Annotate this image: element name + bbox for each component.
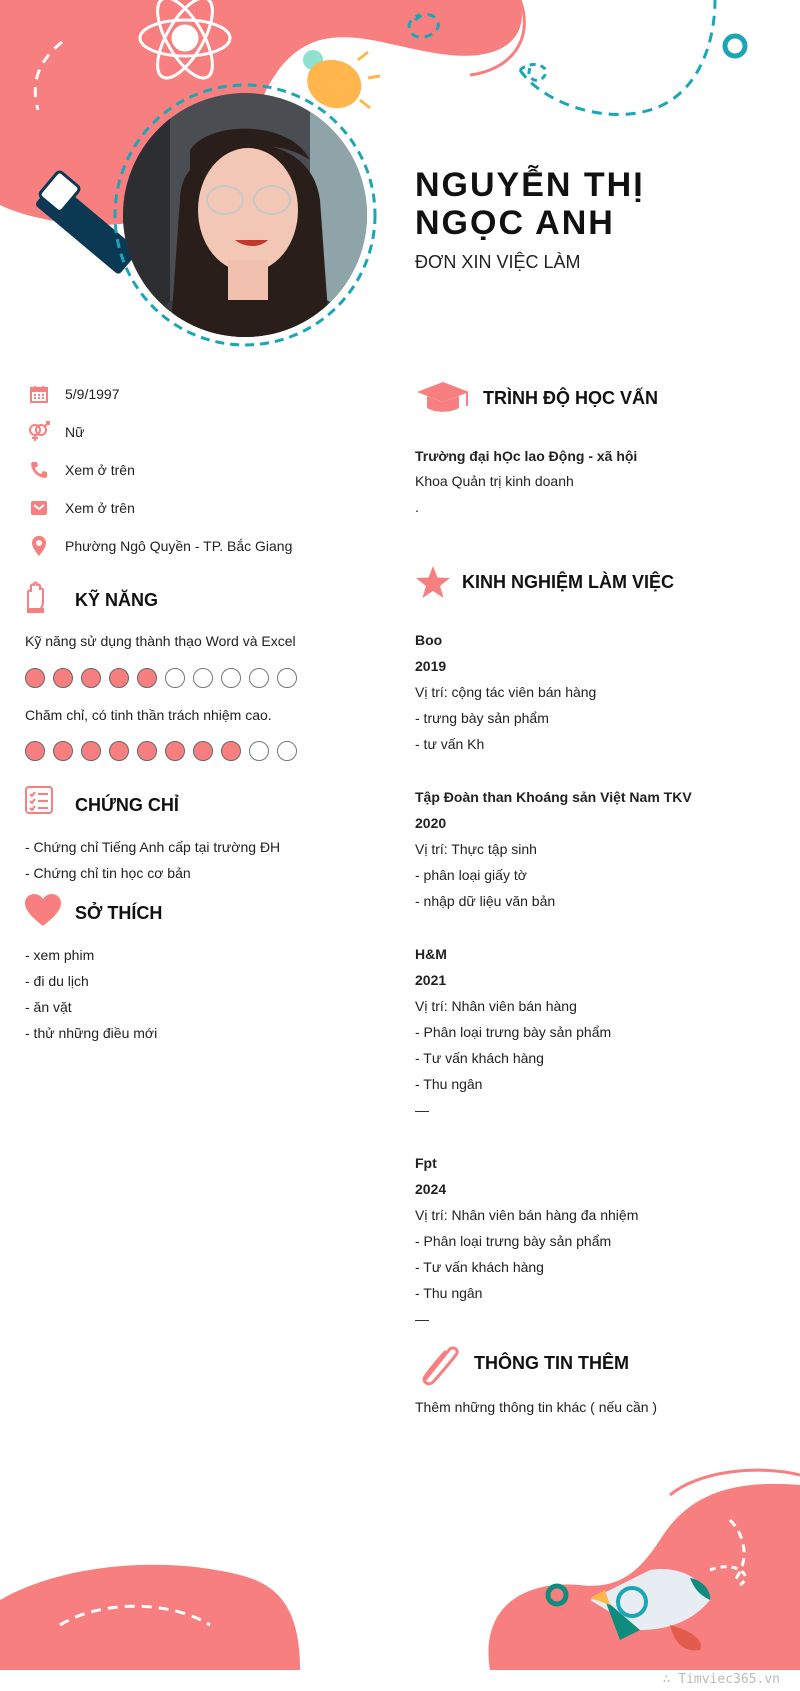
hobby-item: - thử những điều mới [25, 1025, 158, 1041]
checklist-icon [24, 785, 54, 815]
job-line: — [415, 1311, 429, 1327]
job-company: Fpt [415, 1155, 437, 1171]
candidate-name: NGUYỄN THỊ NGỌC ANH [415, 166, 645, 242]
hobby-item: - ăn vặt [25, 999, 72, 1015]
gender-value: Nữ [65, 424, 85, 440]
rating-dot-filled [221, 741, 241, 761]
email-icon [25, 494, 53, 522]
birthday-value: 5/9/1997 [65, 386, 120, 402]
rating-dot-filled [25, 668, 45, 688]
rating-dot-empty [249, 668, 269, 688]
email-value: Xem ở trên [65, 500, 135, 516]
hobbies-title: SỞ THÍCH [75, 903, 163, 923]
location-pin-icon [25, 532, 53, 560]
job-line: - trưng bày sản phẩm [415, 710, 549, 726]
skill-label: Kỹ năng sử dụng thành thạo Word và Excel [25, 633, 296, 649]
rating-dot-filled [137, 668, 157, 688]
job-company: H&M [415, 946, 447, 962]
footer-decoration [0, 1450, 800, 1691]
education-major: Khoa Quản trị kinh doanh [415, 473, 574, 489]
job-line: - Tư vấn khách hàng [415, 1050, 544, 1066]
rating-dot-filled [109, 741, 129, 761]
paperclip-icon [415, 1342, 463, 1386]
job-year: 2020 [415, 815, 447, 831]
skills-title: KỸ NĂNG [75, 590, 159, 610]
rating-dot-empty [249, 741, 269, 761]
school-name: Trường đại hỌc lao Động - xã hội [415, 448, 638, 464]
hand-icon [22, 580, 52, 614]
watermark: ∴ Timviec365.vn [662, 1672, 780, 1687]
job-entry [415, 941, 611, 1123]
certificates-title: CHỨNG CHỈ [75, 795, 179, 815]
job-line: Vị trí: Nhân viên bán hàng [415, 998, 577, 1014]
additional-text: Thêm những thông tin khác ( nếu cần ) [415, 1399, 658, 1415]
job-entry [415, 1150, 638, 1332]
job-line: - Thu ngân [415, 1285, 483, 1301]
job-line: - phân loại giấy tờ [415, 867, 527, 883]
job-company: Tập Đoàn than Khoáng sản Việt Nam TKV [415, 789, 692, 805]
experience-title: KINH NGHIỆM LÀM VIỆC [462, 572, 675, 592]
education-title: TRÌNH ĐỘ HỌC VẤN [483, 388, 658, 408]
rating-dot-filled [165, 741, 185, 761]
job-line: — [415, 1102, 429, 1118]
hobby-item: - đi du lịch [25, 973, 89, 989]
contact-gender [25, 418, 84, 446]
job-line: Vị trí: cộng tác viên bán hàng [415, 684, 597, 700]
gender-icon [25, 418, 53, 446]
additional-title: THÔNG TIN THÊM [474, 1353, 629, 1373]
job-year: 2024 [415, 1181, 447, 1197]
job-line: - Phân loại trưng bày sản phẩm [415, 1024, 612, 1040]
job-year: 2021 [415, 972, 447, 988]
job-line: - tư vấn Kh [415, 736, 485, 752]
hobby-item: - xem phim [25, 947, 95, 963]
rating-dot-filled [193, 741, 213, 761]
rating-dot-filled [109, 668, 129, 688]
contact-email [25, 494, 135, 522]
certificate-item: - Chứng chỉ tin học cơ bản [25, 865, 191, 881]
job-line: - Thu ngân [415, 1076, 483, 1092]
phone-icon [25, 456, 53, 484]
graduation-cap-icon [415, 380, 471, 416]
job-line: - Tư vấn khách hàng [415, 1259, 544, 1275]
contact-birthday [25, 380, 120, 408]
phone-value: Xem ở trên [65, 462, 135, 478]
job-line: - nhập dữ liệu văn bản [415, 893, 556, 909]
rating-dot-filled [53, 741, 73, 761]
job-year: 2019 [415, 658, 447, 674]
profile-photo [110, 80, 380, 350]
document-subtitle: ĐƠN XIN VIỆC LÀM [415, 252, 581, 272]
contact-address [25, 532, 292, 560]
rating-dot-filled [53, 668, 73, 688]
job-entry [415, 784, 692, 914]
address-value: Phường Ngô Quyền - TP. Bắc Giang [65, 538, 293, 554]
job-line: Vị trí: Nhân viên bán hàng đa nhiệm [415, 1207, 639, 1223]
rating-dot-empty [277, 668, 297, 688]
rating-dot-filled [137, 741, 157, 761]
rating-dot-filled [81, 668, 101, 688]
certificate-item: - Chứng chỉ Tiếng Anh cấp tại trường ĐH [25, 839, 281, 855]
skill-rating [25, 741, 297, 761]
contact-phone [25, 456, 135, 484]
job-company: Boo [415, 632, 443, 648]
rating-dot-empty [193, 668, 213, 688]
heart-icon [24, 893, 62, 927]
education-note: . [415, 499, 419, 515]
skill-label: Chăm chỉ, có tinh thần trách nhiệm cao. [25, 707, 272, 723]
calendar-icon [25, 380, 53, 408]
star-icon [415, 565, 451, 599]
rating-dot-empty [221, 668, 241, 688]
job-line: - Phân loại trưng bày sản phẩm [415, 1233, 612, 1249]
rating-dot-empty [277, 741, 297, 761]
rating-dot-empty [165, 668, 185, 688]
rating-dot-filled [25, 741, 45, 761]
job-line: Vị trí: Thực tập sinh [415, 841, 537, 857]
rating-dot-filled [81, 741, 101, 761]
skill-rating [25, 668, 297, 688]
job-entry [415, 627, 596, 757]
